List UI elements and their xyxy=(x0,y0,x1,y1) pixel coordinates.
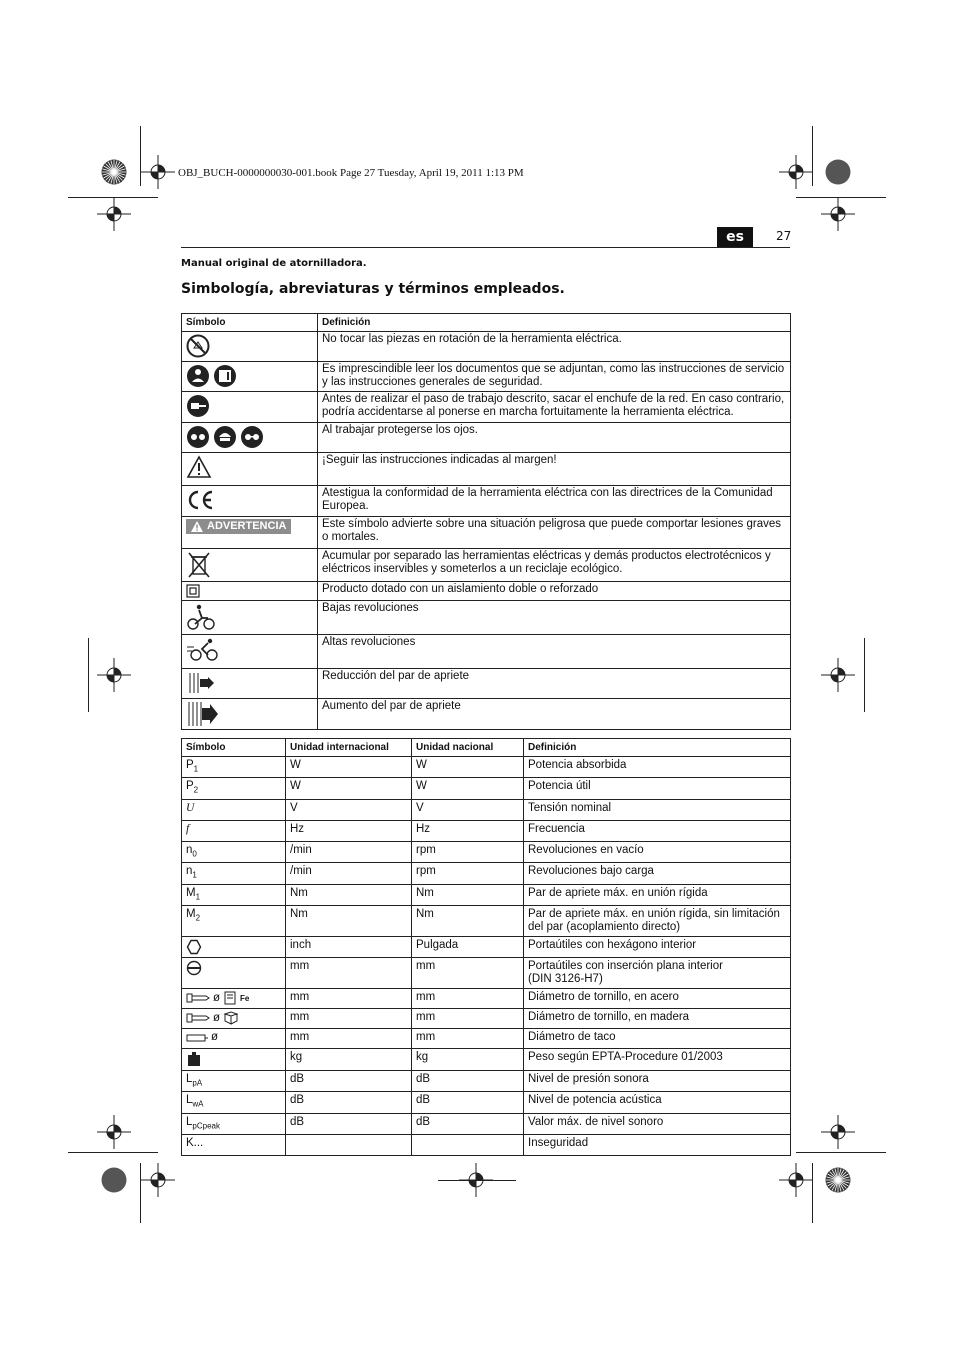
advertencia-label xyxy=(186,519,291,534)
section-title: Simbología, abreviaturas y términos empleados. xyxy=(181,281,565,297)
symbol-subscript: pCpeak xyxy=(192,1120,220,1130)
symbols-table xyxy=(181,313,791,730)
unit-row xyxy=(182,1092,791,1113)
unit-row xyxy=(182,1134,791,1155)
intl-unit-cell: dB xyxy=(286,1092,412,1113)
torque-increase-icon xyxy=(186,701,313,727)
intl-unit-cell: mm xyxy=(286,989,412,1009)
intl-unit-cell: W xyxy=(286,757,412,778)
definition-cell: Potencia absorbida xyxy=(524,757,791,778)
symbol-text: M xyxy=(186,886,196,899)
symbol-cell xyxy=(182,937,286,958)
diameter-symbol: ø xyxy=(213,991,221,1004)
unit-row xyxy=(182,1049,791,1071)
unit-row xyxy=(182,1009,791,1029)
symbol-row xyxy=(182,332,791,362)
symbol-cell xyxy=(182,1092,286,1113)
screw-steel-icon xyxy=(186,991,281,1005)
header-definicion: Definición xyxy=(318,314,791,332)
weight-icon xyxy=(186,1051,281,1067)
registration-target xyxy=(97,658,131,696)
symbol-cell xyxy=(182,989,286,1009)
color-rosette xyxy=(825,1167,851,1197)
symbol-cell xyxy=(182,601,318,635)
symbol-row xyxy=(182,699,791,730)
crop-mark xyxy=(68,1152,158,1153)
intl-unit-cell: mm xyxy=(286,1009,412,1029)
symbol-row xyxy=(182,601,791,635)
definition-cell: Diámetro de tornillo, en madera xyxy=(524,1009,791,1029)
national-unit-cell: mm xyxy=(412,1029,524,1049)
symbol-subscript: wA xyxy=(192,1099,204,1109)
color-rosette xyxy=(101,1167,127,1197)
symbol-cell xyxy=(182,863,286,884)
registration-target xyxy=(821,197,855,235)
national-unit-cell: mm xyxy=(412,958,524,989)
definition-cell: Diámetro de tornillo, en acero xyxy=(524,989,791,1009)
symbol-cell xyxy=(182,842,286,863)
definition-cell: Par de apriete máx. en unión rígida, sin limitación del par (acoplamiento directo) xyxy=(524,906,791,937)
definition-cell: Acumular por separado las herramientas eléctricas y demás productos electrotécnicos y eléctricos inservibles y someterlos a un reciclaje ecológico. xyxy=(318,549,791,582)
symbol-subscript: 2 xyxy=(195,913,201,923)
intl-unit-cell: dB xyxy=(286,1071,412,1092)
definition-cell: Aumento del par de apriete xyxy=(318,699,791,730)
symbol-cell xyxy=(182,453,318,486)
definition-cell: Revoluciones bajo carga xyxy=(524,863,791,884)
symbol-row xyxy=(182,549,791,582)
symbol-cell xyxy=(182,884,286,905)
national-unit-cell: dB xyxy=(412,1071,524,1092)
intl-unit-cell: mm xyxy=(286,1029,412,1049)
intl-unit-cell: mm xyxy=(286,958,412,989)
diameter-symbol: ø xyxy=(213,1011,221,1024)
read-manual-icon xyxy=(186,364,313,388)
registration-target xyxy=(97,197,131,235)
registration-target xyxy=(779,155,813,193)
definition-cell: Frecuencia xyxy=(524,820,791,841)
material-label: Fe xyxy=(240,993,250,1003)
symbol-cell xyxy=(182,958,286,989)
crop-mark xyxy=(864,638,865,712)
symbol-row xyxy=(182,582,791,601)
symbol-subscript: pA xyxy=(192,1078,203,1088)
unit-row xyxy=(182,989,791,1009)
symbol-text: f xyxy=(186,822,190,835)
registration-target xyxy=(779,1163,813,1201)
registration-target xyxy=(459,1163,493,1201)
symbol-text: P xyxy=(186,780,194,793)
warning-triangle-icon xyxy=(186,455,313,479)
header-rule xyxy=(181,247,790,248)
definition-cell: Peso según EPTA-Procedure 01/2003 xyxy=(524,1049,791,1071)
language-badge: es xyxy=(717,227,753,247)
dowel-icon xyxy=(186,1031,281,1044)
symbol-text: n xyxy=(186,865,193,878)
definition-cell: Reducción del par de apriete xyxy=(318,669,791,699)
symbol-row xyxy=(182,486,791,517)
diameter-symbol: ø xyxy=(211,1031,219,1044)
definition-cell: Par de apriete máx. en unión rígida xyxy=(524,884,791,905)
national-unit-cell: Pulgada xyxy=(412,937,524,958)
national-unit-cell: W xyxy=(412,778,524,799)
symbol-subscript: 1 xyxy=(193,764,199,774)
symbol-text: K... xyxy=(186,1136,204,1149)
crop-mark xyxy=(68,197,158,198)
header-unidad-nacional: Unidad nacional xyxy=(412,739,524,757)
symbol-subscript: 1 xyxy=(195,892,201,902)
page-number: 27 xyxy=(776,229,792,243)
symbol-cell xyxy=(182,392,318,423)
crop-mark xyxy=(796,197,886,198)
symbol-cell xyxy=(182,1029,286,1049)
eye-protection-icon xyxy=(186,425,313,449)
national-unit-cell: rpm xyxy=(412,842,524,863)
units-table xyxy=(181,738,791,1156)
definition-cell: Producto dotado con un aislamiento doble o reforzado xyxy=(318,582,791,601)
definition-cell: Atestigua la conformidad de la herramienta eléctrica con las directrices de la Comunidad Europea. xyxy=(318,486,791,517)
symbol-text: L xyxy=(186,1073,193,1086)
symbol-row xyxy=(182,517,791,549)
crop-mark xyxy=(88,638,89,712)
symbol-cell xyxy=(182,906,286,937)
unplug-icon xyxy=(186,394,313,418)
intl-unit-cell: inch xyxy=(286,937,412,958)
national-unit-cell: mm xyxy=(412,989,524,1009)
header-definicion: Definición xyxy=(524,739,791,757)
national-unit-cell xyxy=(412,1134,524,1155)
national-unit-cell: Nm xyxy=(412,884,524,905)
symbol-row xyxy=(182,453,791,486)
no-touch-rotating-icon xyxy=(186,334,313,358)
intl-unit-cell: W xyxy=(286,778,412,799)
definition-cell: ¡Seguir las instrucciones indicadas al margen! xyxy=(318,453,791,486)
unit-row xyxy=(182,799,791,820)
symbol-cell xyxy=(182,1113,286,1134)
national-unit-cell: dB xyxy=(412,1113,524,1134)
national-unit-cell: Hz xyxy=(412,820,524,841)
definition-cell: Antes de realizar el paso de trabajo descrito, sacar el enchufe de la red. En caso contrario, podría accidentarse al ponerse en marcha fortuitamente la herramienta eléctrica. xyxy=(318,392,791,423)
national-unit-cell: rpm xyxy=(412,863,524,884)
symbol-cell xyxy=(182,549,318,582)
color-rosette xyxy=(825,159,851,189)
color-rosette xyxy=(101,159,127,189)
symbol-cell xyxy=(182,332,318,362)
symbol-cell xyxy=(182,669,318,699)
definition-cell: Potencia útil xyxy=(524,778,791,799)
symbol-row xyxy=(182,392,791,423)
national-unit-cell: dB xyxy=(412,1092,524,1113)
crop-mark xyxy=(140,1163,141,1223)
national-unit-cell: W xyxy=(412,757,524,778)
symbol-text: L xyxy=(186,1094,193,1107)
definition-cell: Este símbolo advierte sobre una situación peligrosa que puede comportar lesiones graves o mortales. xyxy=(318,517,791,549)
symbol-text: U xyxy=(186,801,195,814)
advertencia-text: ADVERTENCIA xyxy=(207,520,287,532)
symbol-row xyxy=(182,669,791,699)
unit-row xyxy=(182,820,791,841)
symbol-cell xyxy=(182,1071,286,1092)
print-info: OBJ_BUCH-0000000030-001.book Page 27 Tuesday, April 19, 2011 1:13 PM xyxy=(178,167,524,179)
intl-unit-cell: kg xyxy=(286,1049,412,1071)
weee-bin-icon xyxy=(186,551,313,579)
symbol-cell xyxy=(182,423,318,453)
national-unit-cell: Nm xyxy=(412,906,524,937)
intl-unit-cell xyxy=(286,1134,412,1155)
definition-cell: Es imprescindible leer los documentos que se adjuntan, como las instrucciones de servicio y las instrucciones generales de seguridad. xyxy=(318,362,791,392)
intl-unit-cell: Hz xyxy=(286,820,412,841)
definition-cell: Revoluciones en vacío xyxy=(524,842,791,863)
unit-row xyxy=(182,958,791,989)
symbol-cell xyxy=(182,1134,286,1155)
definition-cell: Nivel de potencia acústica xyxy=(524,1092,791,1113)
header-simbolo: Símbolo xyxy=(182,314,318,332)
hex-socket-icon xyxy=(186,939,281,955)
unit-row xyxy=(182,1071,791,1092)
symbol-cell xyxy=(182,778,286,799)
unit-row xyxy=(182,842,791,863)
flat-socket-icon xyxy=(186,960,281,976)
intl-unit-cell: /min xyxy=(286,842,412,863)
definition-cell: Bajas revoluciones xyxy=(318,601,791,635)
national-unit-cell: V xyxy=(412,799,524,820)
definition-cell: Inseguridad xyxy=(524,1134,791,1155)
symbol-subscript: 2 xyxy=(193,785,199,795)
symbol-cell xyxy=(182,635,318,669)
registration-target xyxy=(141,1163,175,1201)
symbol-row xyxy=(182,635,791,669)
symbol-subscript: 1 xyxy=(192,870,197,880)
definition-cell: Valor máx. de nivel sonoro xyxy=(524,1113,791,1134)
symbol-cell xyxy=(182,799,286,820)
symbol-cell xyxy=(182,582,318,601)
definition-cell: Nivel de presión sonora xyxy=(524,1071,791,1092)
registration-target xyxy=(97,1115,131,1153)
definition-cell: Tensión nominal xyxy=(524,799,791,820)
definition-cell: Diámetro de taco xyxy=(524,1029,791,1049)
unit-row xyxy=(182,1113,791,1134)
symbol-text: P xyxy=(186,759,194,771)
screw-wood-icon xyxy=(186,1011,281,1025)
definition-cell: Altas revoluciones xyxy=(318,635,791,669)
symbol-cell xyxy=(182,362,318,392)
ce-mark-icon xyxy=(186,488,313,512)
unit-row xyxy=(182,906,791,937)
symbol-text: L xyxy=(186,1115,193,1128)
intl-unit-cell: Nm xyxy=(286,906,412,937)
intl-unit-cell: V xyxy=(286,799,412,820)
low-speed-icon xyxy=(186,603,313,631)
unit-row xyxy=(182,778,791,799)
header-simbolo: Símbolo xyxy=(182,739,286,757)
definition-cell: No tocar las piezas en rotación de la herramienta eléctrica. xyxy=(318,332,791,362)
registration-target xyxy=(141,155,175,193)
symbol-cell xyxy=(182,1049,286,1071)
registration-target xyxy=(821,1115,855,1153)
unit-row xyxy=(182,937,791,958)
symbol-row xyxy=(182,362,791,392)
high-speed-icon xyxy=(186,637,313,663)
symbol-cell xyxy=(182,517,318,549)
symbol-text: n xyxy=(186,844,193,857)
definition-cell: Portaútiles con inserción plana interior (DIN 3126-H7) xyxy=(524,958,791,989)
torque-decrease-icon xyxy=(186,671,313,695)
symbol-cell xyxy=(182,1009,286,1029)
unit-row xyxy=(182,884,791,905)
national-unit-cell: mm xyxy=(412,1009,524,1029)
definition-cell: Al trabajar protegerse los ojos. xyxy=(318,423,791,453)
crop-mark xyxy=(812,126,813,186)
symbol-subscript: 0 xyxy=(192,849,197,859)
intl-unit-cell: dB xyxy=(286,1113,412,1134)
crop-mark xyxy=(438,1180,516,1181)
symbol-row xyxy=(182,423,791,453)
symbol-cell xyxy=(182,757,286,778)
double-insulation-icon xyxy=(186,584,313,598)
symbol-cell xyxy=(182,486,318,517)
unit-row xyxy=(182,1029,791,1049)
symbol-cell xyxy=(182,699,318,730)
crop-mark xyxy=(796,1152,886,1153)
crop-mark xyxy=(140,126,141,186)
registration-target xyxy=(821,658,855,696)
intl-unit-cell: /min xyxy=(286,863,412,884)
symbol-text: M xyxy=(186,908,196,921)
crop-mark xyxy=(812,1163,813,1223)
warning-triangle-icon xyxy=(191,521,203,532)
intl-unit-cell: Nm xyxy=(286,884,412,905)
header-unidad-internacional: Unidad internacional xyxy=(286,739,412,757)
symbol-cell xyxy=(182,820,286,841)
unit-row xyxy=(182,757,791,778)
unit-row xyxy=(182,863,791,884)
national-unit-cell: kg xyxy=(412,1049,524,1071)
document-subtitle: Manual original de atornilladora. xyxy=(181,258,367,269)
definition-cell: Portaútiles con hexágono interior xyxy=(524,937,791,958)
